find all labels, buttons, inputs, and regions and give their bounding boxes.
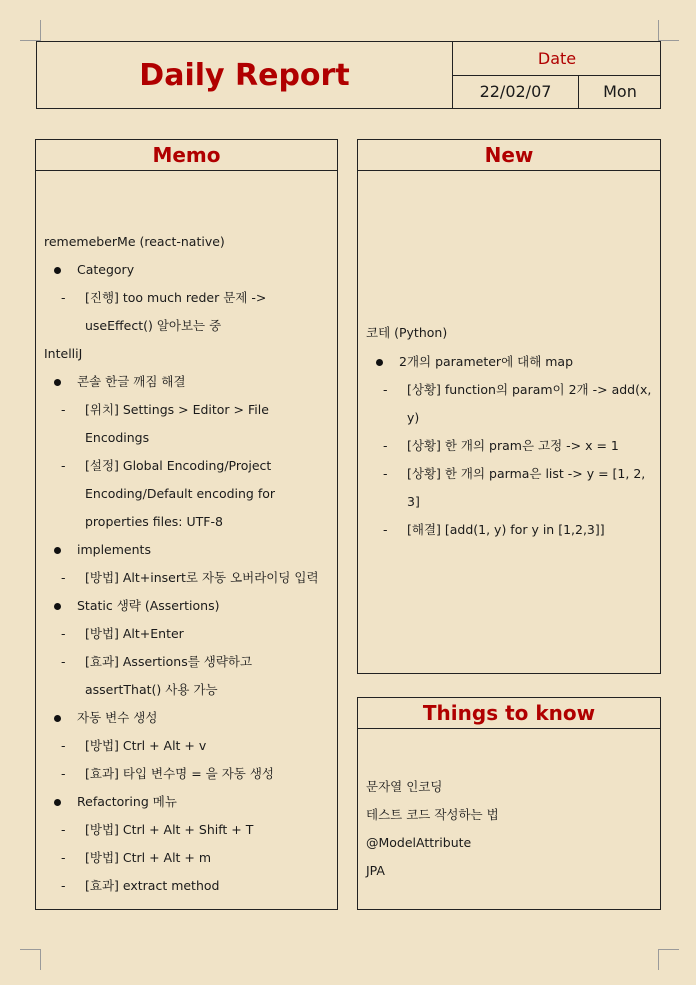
new-line: y) — [407, 410, 420, 425]
memo-line: [효과] extract method — [85, 878, 220, 893]
crop-mark-top-left — [20, 20, 41, 41]
dash-icon: - — [61, 290, 66, 305]
dash-icon: - — [61, 458, 66, 473]
dash-icon: - — [61, 766, 66, 781]
new-line: 3] — [407, 494, 420, 509]
dash-icon: - — [61, 654, 66, 669]
new-line: [해결] [add(1, y) for y in [1,2,3]] — [407, 522, 605, 537]
memo-title: Memo — [36, 140, 337, 171]
memo-line: implements — [77, 542, 151, 557]
new-panel — [357, 139, 661, 674]
dash-icon: - — [61, 626, 66, 641]
memo-line: [효과] Assertions를 생략하고 — [85, 654, 253, 669]
memo-line: [방법] Alt+insert로 자동 오버라이딩 입력 — [85, 570, 319, 585]
crop-mark-bottom-right — [658, 949, 679, 970]
new-line: [상황] 한 개의 pram은 고정 -> x = 1 — [407, 438, 619, 453]
bullet-icon — [54, 547, 61, 554]
things-line: 테스트 코드 작성하는 법 — [366, 807, 499, 822]
bullet-icon — [54, 715, 61, 722]
memo-line: IntelliJ — [44, 346, 83, 361]
dash-icon: - — [383, 466, 388, 481]
memo-line: [방법] Ctrl + Alt + v — [85, 738, 207, 753]
memo-line: [방법] Alt+Enter — [85, 626, 184, 641]
new-line: [상황] 한 개의 parma은 list -> y = [1, 2, — [407, 466, 646, 481]
dash-icon: - — [61, 738, 66, 753]
things-line: @ModelAttribute — [366, 835, 472, 850]
dash-icon: - — [61, 850, 66, 865]
memo-line: properties files: UTF-8 — [85, 514, 223, 529]
memo-line: [방법] Ctrl + Alt + m — [85, 850, 212, 865]
dash-icon: - — [383, 438, 388, 453]
memo-line: Category — [77, 262, 135, 277]
day-value: Mon — [603, 82, 637, 101]
date-box — [452, 42, 661, 108]
memo-line: assertThat() 사용 가능 — [85, 682, 218, 697]
dash-icon: - — [61, 878, 66, 893]
memo-line: [진행] too much reder 문제 -> — [85, 290, 267, 305]
new-title: New — [358, 140, 660, 171]
memo-line: [설정] Global Encoding/Project — [85, 458, 272, 473]
memo-panel — [35, 139, 338, 910]
memo-line: rememeberMe (react-native) — [44, 234, 225, 249]
things-line: JPA — [366, 863, 385, 878]
dash-icon: - — [383, 382, 388, 397]
new-line: 2개의 parameter에 대해 map — [399, 354, 574, 369]
bullet-icon — [54, 603, 61, 610]
memo-line: 자동 변수 생성 — [77, 710, 158, 725]
memo-line: Static 생략 (Assertions) — [77, 598, 220, 613]
memo-line: Refactoring 메뉴 — [77, 794, 177, 809]
date-label: Date — [453, 42, 661, 76]
date-value: 22/02/07 — [453, 76, 579, 108]
memo-line: Encodings — [85, 430, 150, 445]
dash-icon: - — [61, 402, 66, 417]
dash-icon: - — [61, 822, 66, 837]
memo-line: Encoding/Default encoding for — [85, 486, 276, 501]
dash-icon: - — [383, 522, 388, 537]
things-panel — [357, 697, 661, 910]
crop-mark-top-right — [658, 20, 679, 41]
things-line: 문자열 인코딩 — [366, 779, 443, 794]
memo-line: [방법] Ctrl + Alt + Shift + T — [85, 822, 254, 837]
report-title: Daily Report — [139, 57, 350, 93]
things-title: Things to know — [358, 698, 660, 729]
memo-line: useEffect() 알아보는 중 — [85, 318, 222, 333]
bullet-icon — [54, 267, 61, 274]
memo-line: 콘솔 한글 깨짐 해결 — [77, 374, 186, 389]
report-header — [36, 41, 661, 109]
bullet-icon — [376, 359, 383, 366]
dash-icon: - — [61, 570, 66, 585]
new-line: 코테 (Python) — [366, 325, 448, 340]
bullet-icon — [54, 379, 61, 386]
bullet-icon — [54, 799, 61, 806]
new-line: [상황] function의 param이 2개 -> add(x, — [407, 382, 652, 397]
memo-line: [위치] Settings > Editor > File — [85, 402, 269, 417]
crop-mark-bottom-left — [20, 949, 41, 970]
memo-line: [효과] 타입 변수명 = 을 자동 생성 — [85, 766, 274, 781]
